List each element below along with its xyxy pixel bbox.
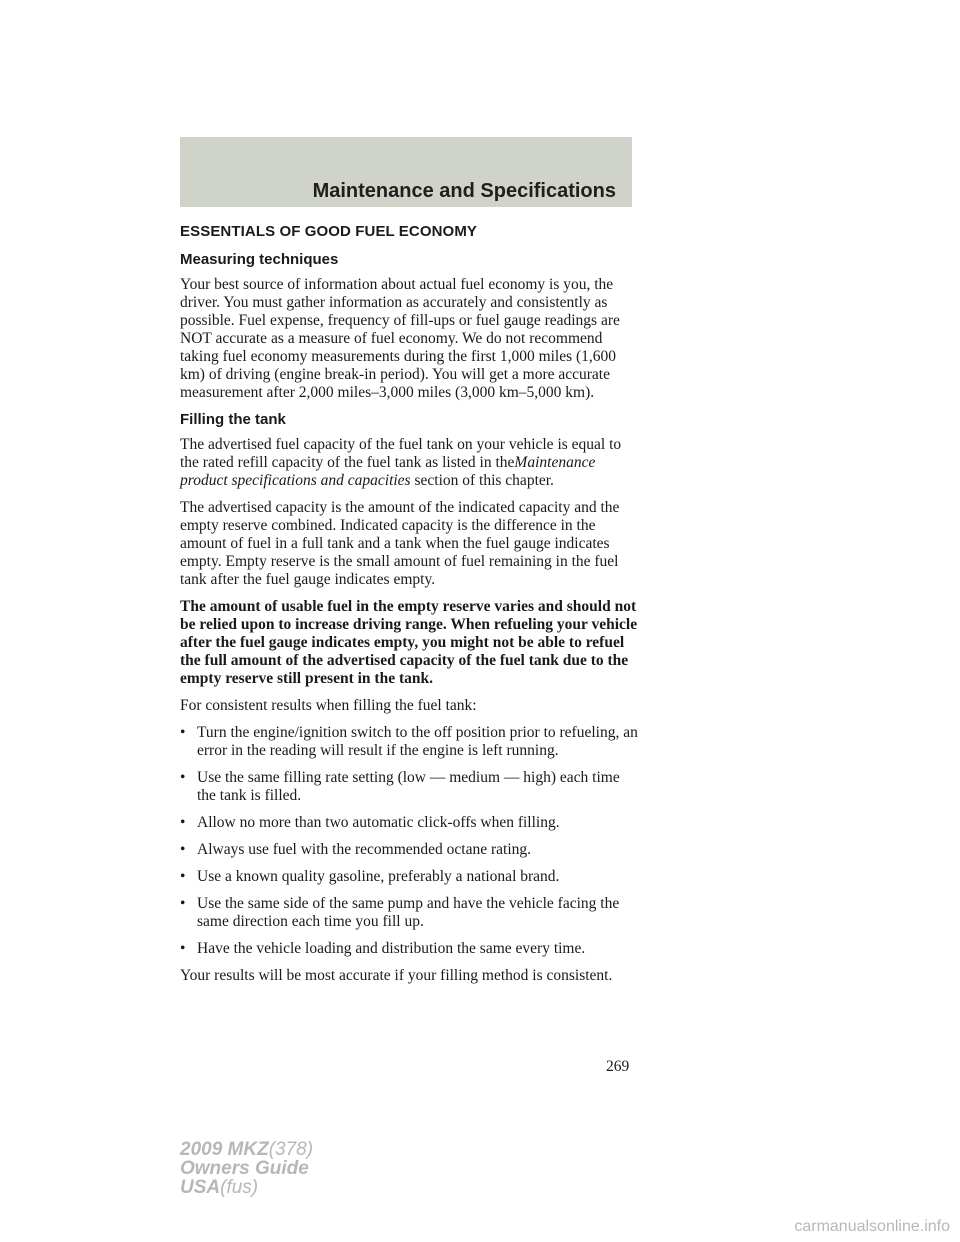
specifications-reference: Maintenance product specifications and capacities	[180, 454, 596, 489]
section-heading: ESSENTIALS OF GOOD FUEL ECONOMY	[180, 223, 478, 240]
footer-guide-line: Owners Guide	[180, 1158, 309, 1179]
footer-market-code: (fus)	[220, 1177, 259, 1198]
filling-p1-text: The advertised fuel capacity of the fuel tank on your vehicle is equal to the rated refill capacity of the fuel tank as listed in the	[180, 436, 622, 471]
footer-market-line	[180, 1178, 313, 1197]
list-item-text: Allow no more than two automatic click-offs when filling.	[197, 814, 560, 831]
list-item-text: Turn the engine/ignition switch to the off position prior to refueling, an error in the reading will result if the engine is left running.	[197, 724, 638, 759]
measuring-heading: Measuring techniques	[180, 251, 339, 268]
list-item-text: Have the vehicle loading and distribution the same every time.	[197, 940, 586, 957]
footer-market: USA	[180, 1177, 221, 1198]
bullet-icon: •	[180, 769, 186, 786]
bullet-icon: •	[180, 940, 186, 957]
filling-p1-tail: section of this chapter.	[414, 472, 554, 489]
filling-intro: For consistent results when filling the fuel tank:	[180, 697, 477, 714]
footer-model: 2009 MKZ	[180, 1139, 269, 1160]
measuring-body: Your best source of information about actual fuel economy is you, the driver. You must gather information as accurately and consistently as possible. Fuel expense, frequency of fill-ups or fuel gauge readings are NOT accurate as a measure of fuel economy. We do not recommend taking fuel economy measurements during the first 1,000 miles (1,600 km) of driving (engine break-in period). You will get a more accurate measurement after 2,000 miles–3,000 miles (3,000 km–5,000 km).	[180, 276, 620, 401]
bullet-icon: •	[180, 814, 186, 831]
bullet-icon: •	[180, 868, 186, 885]
filling-heading: Filling the tank	[180, 411, 286, 428]
filling-paragraph-2: The advertised capacity is the amount of the indicated capacity and the empty reserve combined. Indicated capacity is the difference in the amount of fuel in a full tank and a tank when the fuel gauge indicates empty. Empty reserve is the small amount of fuel remaining in the fuel tank after the fuel gauge indicates empty.	[180, 499, 620, 588]
list-item	[180, 895, 640, 931]
list-item	[180, 814, 640, 832]
list-item-text: Use a known quality gasoline, preferably a national brand.	[197, 868, 560, 885]
list-item	[180, 841, 640, 859]
list-item	[180, 868, 640, 886]
list-item-text: Use the same side of the same pump and have the vehicle facing the same direction each time you fill up.	[197, 895, 620, 930]
bullet-icon: •	[180, 724, 186, 741]
filling-tips-list	[180, 724, 640, 958]
chapter-title: Maintenance and Specifications	[312, 180, 616, 202]
list-item-text: Use the same filling rate setting (low — medium — high) each time the tank is filled.	[197, 769, 620, 804]
empty-reserve-warning: The amount of usable fuel in the empty reserve varies and should not be relied upon to increase driving range. When refueling your vehicle after the fuel gauge indicates empty, you might not be able to refuel the full amount of the advertised capacity of the fuel tank due to the empty reserve still present in the tank.	[180, 598, 638, 687]
list-item	[180, 769, 640, 805]
list-item	[180, 724, 640, 760]
bullet-icon: •	[180, 895, 186, 912]
bullet-icon: •	[180, 841, 186, 858]
footer-model-line	[180, 1140, 313, 1159]
filling-closing: Your results will be most accurate if your filling method is consistent.	[180, 967, 613, 984]
page-content	[180, 223, 640, 994]
footer-model-code: (378)	[268, 1139, 314, 1160]
watermark: carmanualsonline.info	[794, 1218, 950, 1235]
list-item-text: Always use fuel with the recommended octane rating.	[197, 841, 531, 858]
filling-paragraph-1	[180, 436, 640, 490]
chapter-header-band	[180, 137, 632, 207]
document-footer	[180, 1140, 313, 1197]
page-number: 269	[606, 1058, 630, 1075]
list-item	[180, 940, 640, 958]
